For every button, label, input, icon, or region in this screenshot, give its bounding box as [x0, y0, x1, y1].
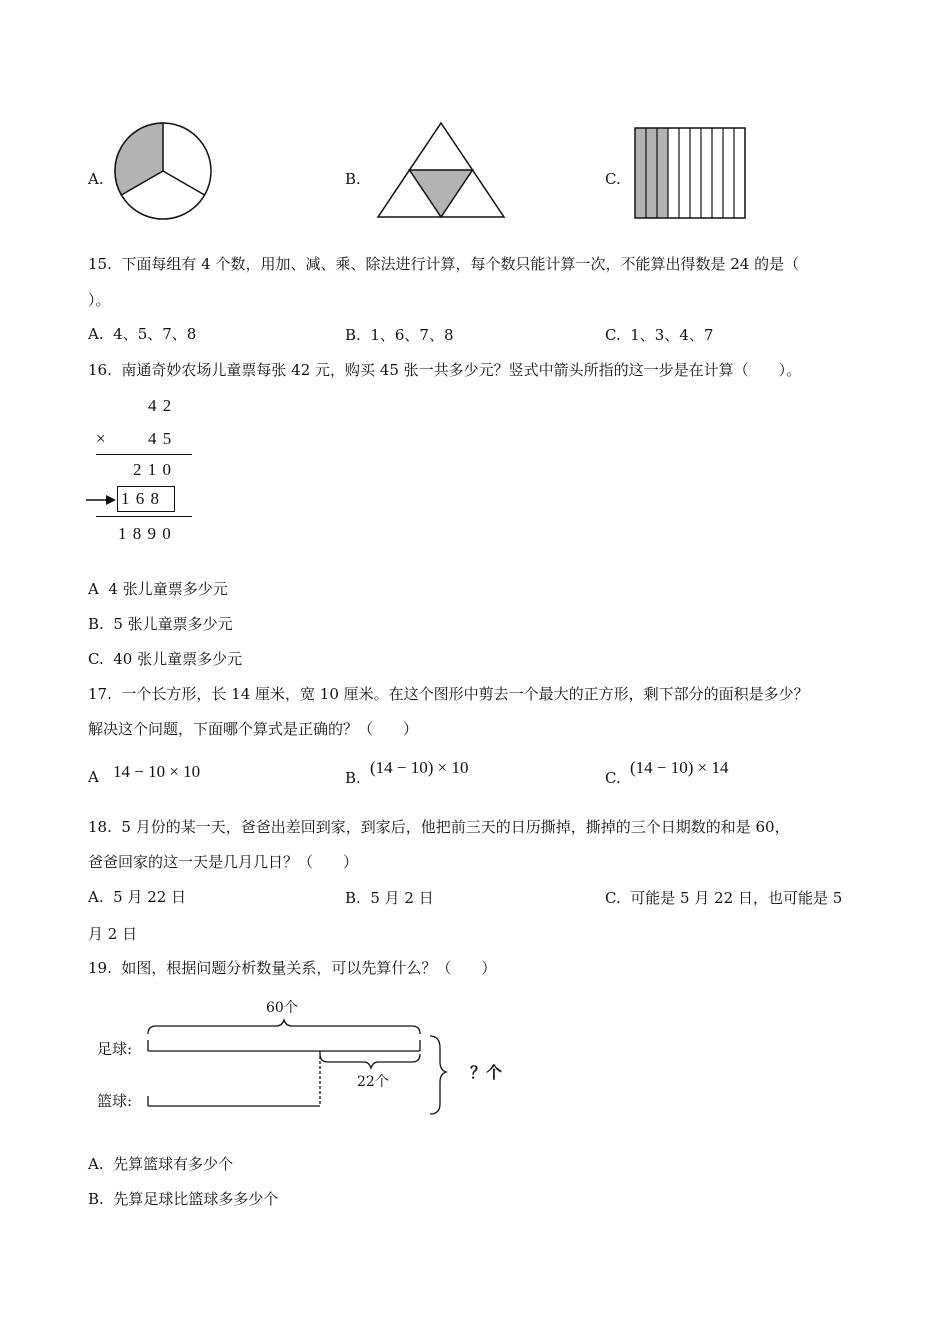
- q15-number: 15.: [88, 255, 112, 273]
- football-label: 足球:: [97, 1040, 133, 1058]
- total-label: 60个: [266, 1000, 298, 1016]
- q19-option-a[interactable]: A. 先算篮球有多少个: [88, 1155, 234, 1173]
- q14-option-b-label[interactable]: B.: [345, 170, 361, 188]
- line-segment-diagram: [140, 1018, 460, 1138]
- q15-stem-line1: [88, 254, 799, 274]
- q17-option-b[interactable]: B.: [345, 769, 361, 787]
- question-label: ？个: [470, 1063, 503, 1082]
- calc-row-multiplicand: 4 2: [148, 396, 173, 415]
- q15-option-b[interactable]: B. 1、6、7、8: [345, 326, 454, 344]
- q18-text: 5 月份的某一天，爸爸出差回到家，到家后，他把前三天的日历撕掉，撕掉的三个日期数的和是 60，: [121, 818, 790, 836]
- q16-option-c[interactable]: C. 40 张儿童票多少元: [88, 650, 243, 668]
- q18-number: 18.: [88, 818, 112, 836]
- q17-formula-b: (14 − 10) × 10: [370, 758, 469, 777]
- q15-stem-line2: ）。: [88, 291, 111, 309]
- q16-text: 南通奇妙农场儿童票每张 42 元，购买 45 张一共多少元？竖式中箭头所指的这一步是在计算（ ）。: [121, 361, 802, 379]
- q16-option-b[interactable]: B. 5 张儿童票多少元: [88, 615, 233, 633]
- diff-label: 22个: [357, 1074, 389, 1090]
- q17-stem-line1: [88, 684, 809, 704]
- q19-option-b[interactable]: B. 先算足球比篮球多多少个: [88, 1190, 279, 1208]
- calc-result: 1 8 9 0: [118, 524, 172, 543]
- calc-times-sign: ×: [96, 429, 106, 448]
- bar-tenths-figure: [634, 127, 746, 219]
- circle-thirds-figure: [113, 121, 213, 221]
- calc-row-multiplier: 4 5: [148, 429, 173, 448]
- q15-text: 下面每组有 4 个数，用加、减、乘、除法进行计算，每个数只能计算一次，不能算出得数是 24 的是（: [121, 255, 800, 273]
- q16-option-a[interactable]: A 4 张儿童票多少元: [88, 580, 228, 598]
- q15-option-c[interactable]: C. 1、3、4、7: [605, 326, 714, 344]
- basketball-label: 篮球:: [97, 1092, 133, 1110]
- q18-option-c-wrap: 月 2 日: [88, 925, 138, 943]
- q18-option-b[interactable]: B. 5 月 2 日: [345, 889, 434, 907]
- q19-stem: [88, 958, 496, 978]
- q19-number: 19.: [88, 959, 112, 977]
- calc-partial-1: 2 1 0: [133, 460, 172, 479]
- q17-text: 一个长方形，长 14 厘米，宽 10 厘米。在这个图形中剪去一个最大的正方形，剩下部分的面积是多少？: [121, 685, 809, 703]
- q18-option-c[interactable]: C. 可能是 5 月 22 日，也可能是 5: [605, 889, 843, 907]
- q18-stem-line2: 爸爸回家的这一天是几月几日？（ ）: [88, 853, 359, 871]
- calc-divider-1: [96, 454, 192, 455]
- arrow-icon: [86, 494, 116, 506]
- q17-formula-c: (14 − 10) × 14: [630, 758, 729, 777]
- q17-formula-a: 14 − 10 × 10: [113, 762, 201, 781]
- q15-option-a[interactable]: A. 4、5、7、8: [88, 325, 197, 343]
- q17-option-a[interactable]: A: [88, 768, 99, 786]
- triangle-quarters-figure: [376, 121, 506, 219]
- q17-stem-line2: 解决这个问题，下面哪个算式是正确的？（ ）: [88, 720, 419, 738]
- q14-option-a-label[interactable]: A.: [88, 170, 104, 188]
- q19-text: 如图，根据问题分析数量关系，可以先算什么？（ ）: [121, 959, 497, 977]
- q14-option-c-label[interactable]: C.: [605, 170, 621, 188]
- calc-partial-2: 1 6 8: [121, 489, 160, 508]
- q16-stem: [88, 360, 801, 380]
- q17-number: 17.: [88, 685, 112, 703]
- calc-divider-2: [96, 516, 192, 517]
- q17-option-c[interactable]: C.: [605, 769, 621, 787]
- q18-stem-line1: [88, 817, 790, 837]
- q18-option-a[interactable]: A. 5 月 22 日: [88, 888, 187, 906]
- q16-number: 16.: [88, 361, 112, 379]
